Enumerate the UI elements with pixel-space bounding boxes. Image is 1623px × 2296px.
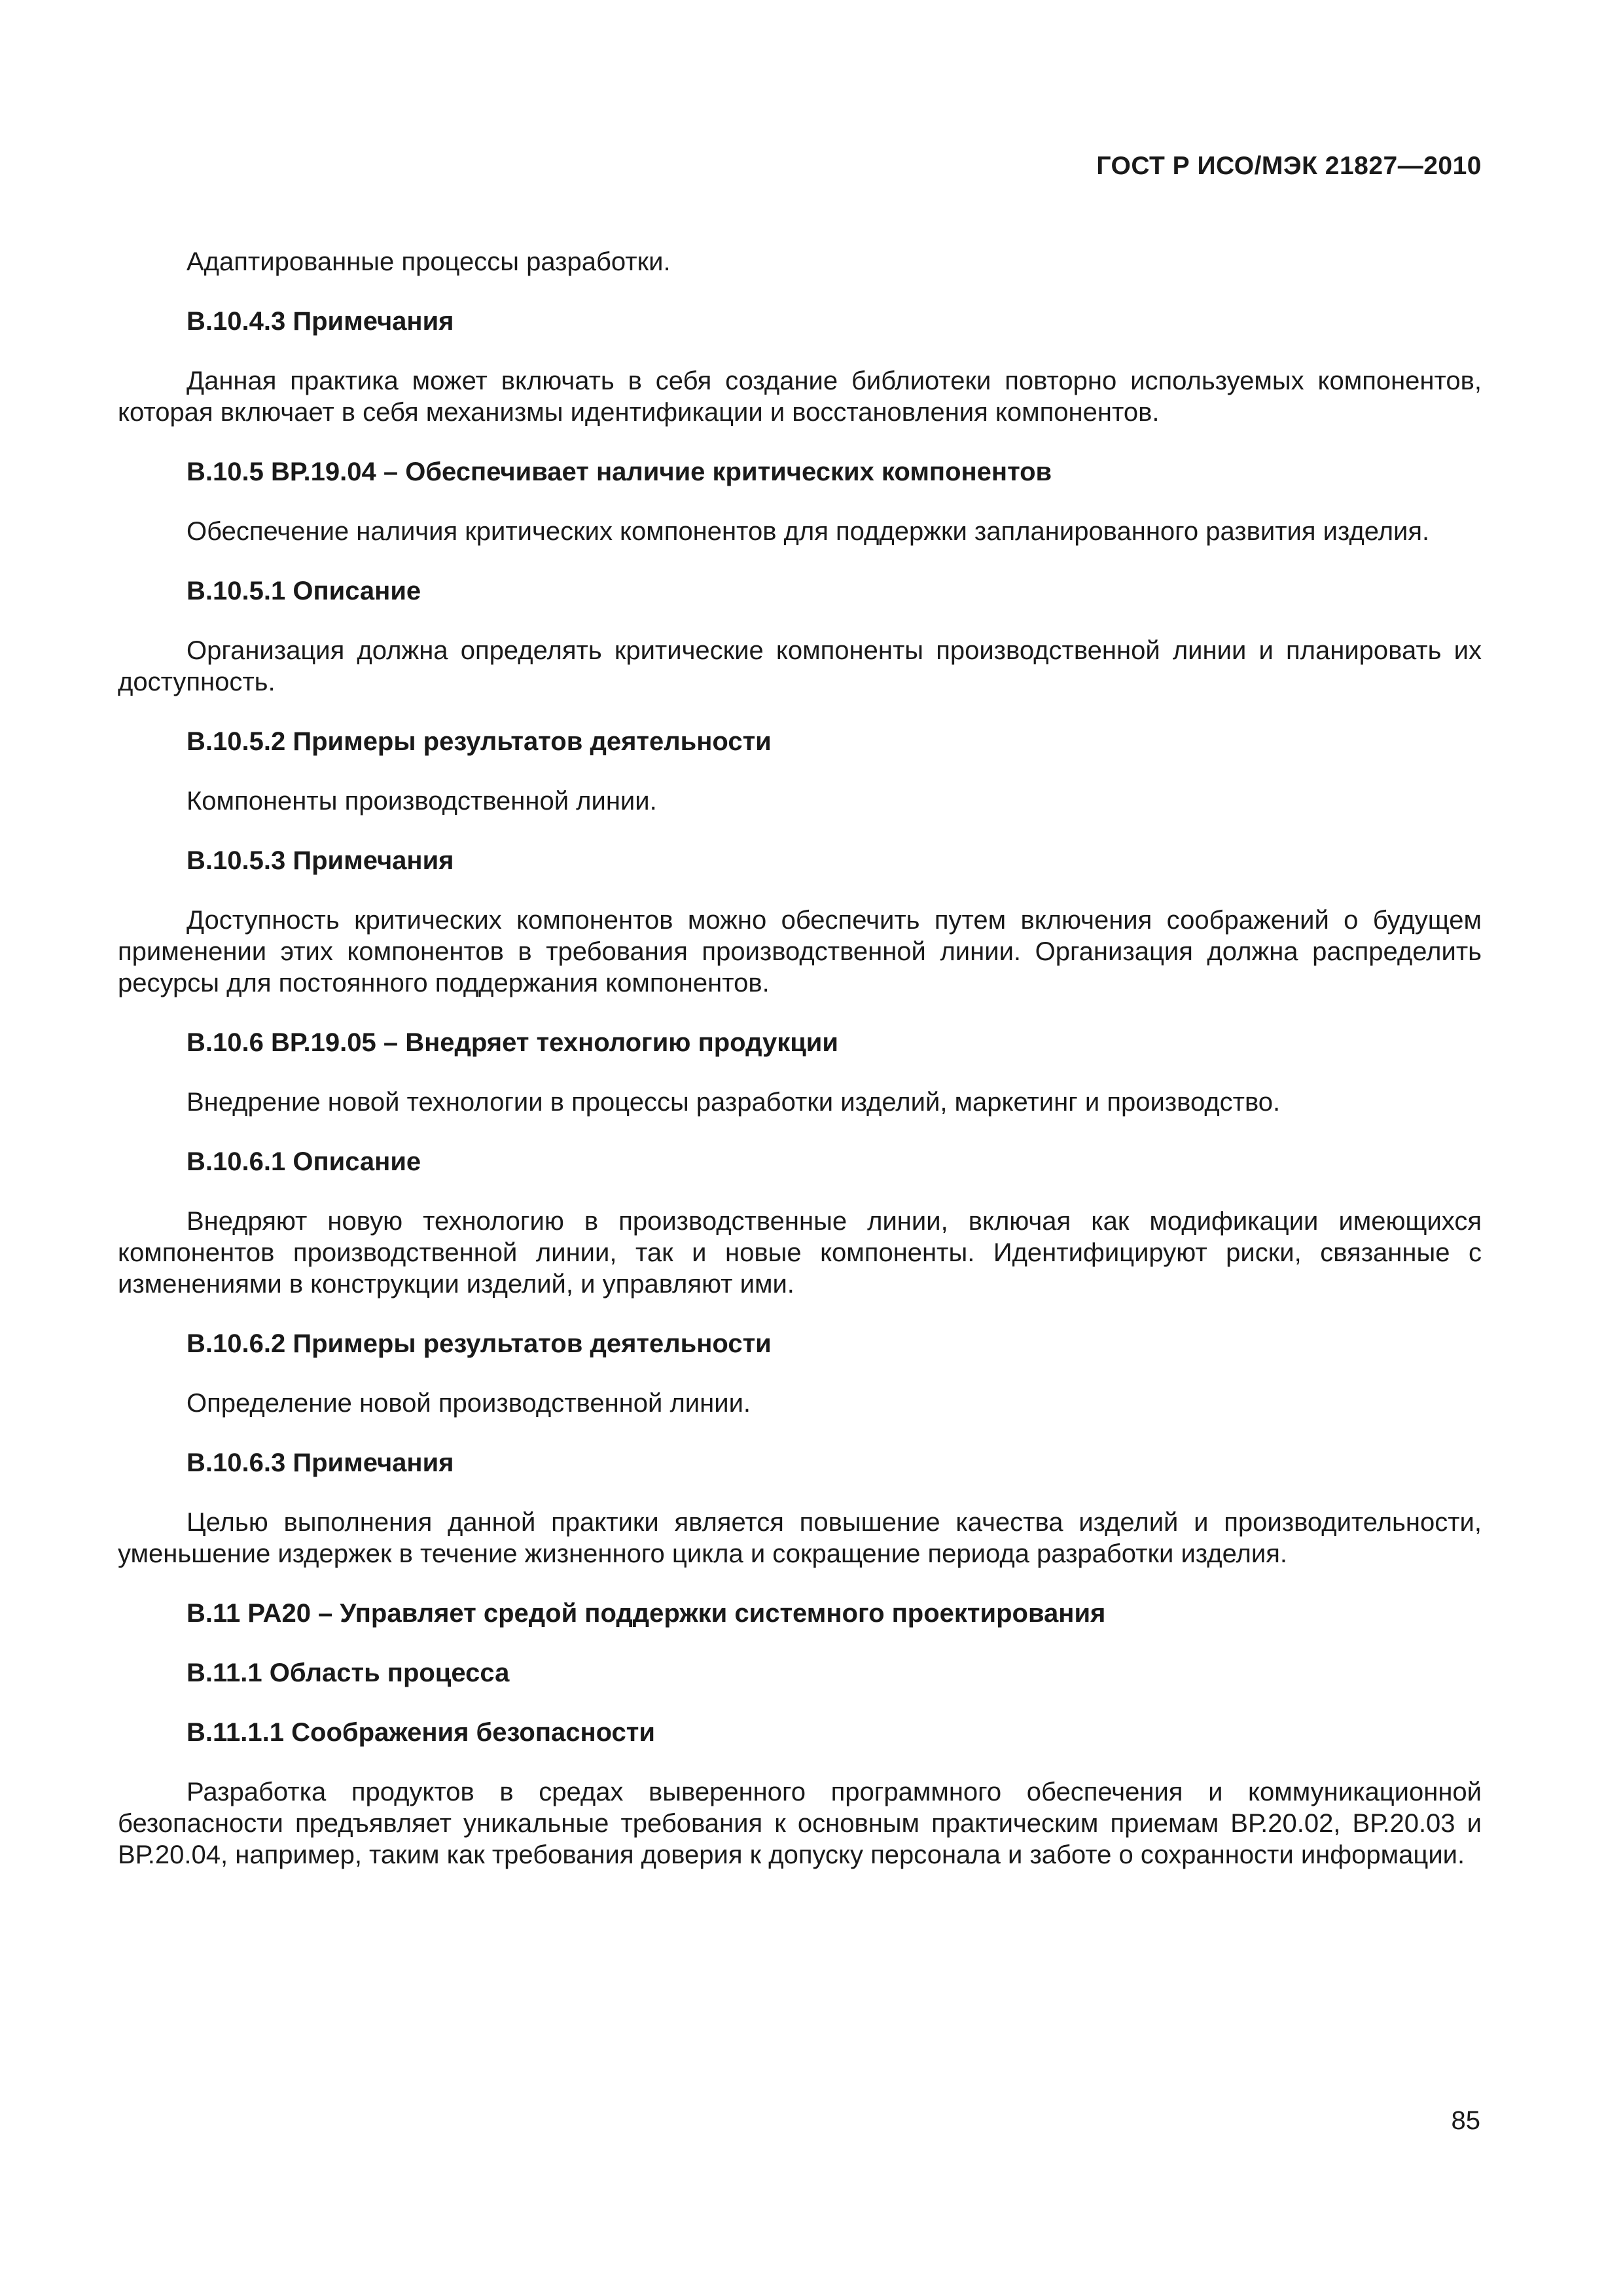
paragraph: Внедрение новой технологии в процессы разработки изделий, маркетинг и производство. [187, 1088, 1281, 1117]
paragraph: Целью выполнения данной практики является повышение качества изделий и производительности, уменьшение издержек в течение жизненного цикла и сокращение периода разработки изделия. [118, 1508, 1482, 1568]
section-heading: В.10.5.3 Примечания [187, 846, 454, 875]
paragraph: Адаптированные процессы разработки. [187, 247, 671, 276]
section-heading: В.10.6.3 Примечания [187, 1448, 454, 1477]
paragraph: Данная практика может включать в себя создание библиотеки повторно используемых компонентов, которая включает в себя механизмы идентификации и восстановления компонентов. [118, 367, 1482, 427]
section-heading: В.11.1.1 Соображения безопасности [187, 1718, 655, 1747]
section-heading: В.10.6.2 Примеры результатов деятельности [187, 1329, 772, 1358]
paragraph: Обеспечение наличия критических компонентов для поддержки запланированного развития изделия. [187, 517, 1430, 546]
section-heading: В.10.6.1 Описание [187, 1147, 421, 1176]
section-heading: В.10.5.2 Примеры результатов деятельности [187, 727, 772, 756]
section-heading: В.10.5.1 Описание [187, 577, 421, 605]
section-heading: В.10.6 ВР.19.05 – Внедряет технологию продукции [187, 1028, 838, 1057]
paragraph: Организация должна определять критические компоненты производственной линии и планировать их доступность. [118, 636, 1482, 696]
document-header: ГОСТ Р ИСО/МЭК 21827—2010 [1096, 152, 1482, 180]
paragraph: Разработка продуктов в средах выверенного программного обеспечения и коммуникационной безопасности предъявляет уникальные требования к основным практическим приемам ВР.20.02, ВР.20.03 и ВР.20.04, например, таким как требования доверия к допуску персонала и заботе о сохранности информации. [118, 1778, 1482, 1869]
paragraph: Компоненты производственной линии. [187, 787, 657, 816]
paragraph: Определение новой производственной линии. [187, 1389, 751, 1418]
section-heading: В.11 РА20 – Управляет средой поддержки системного проектирования [187, 1599, 1106, 1628]
page-number: 85 [1451, 2106, 1480, 2135]
section-heading: В.10.5 ВР.19.04 – Обеспечивает наличие критических компонентов [187, 457, 1052, 486]
section-heading: В.10.4.3 Примечания [187, 307, 454, 336]
paragraph: Внедряют новую технологию в производственные линии, включая как модификации имеющихся компонентов производственной линии, так и новые компоненты. Идентифицируют риски, связанные с изменениями в конструкции изделий, и управляют ими. [118, 1207, 1482, 1299]
paragraph: Доступность критических компонентов можно обеспечить путем включения соображений о будущем применении этих компонентов в требования производственной линии. Организация должна распределить ресурсы для постоянного поддержания компонентов. [118, 906, 1482, 997]
document-body [118, 246, 1482, 1899]
section-heading: В.11.1 Область процесса [187, 1659, 510, 1687]
